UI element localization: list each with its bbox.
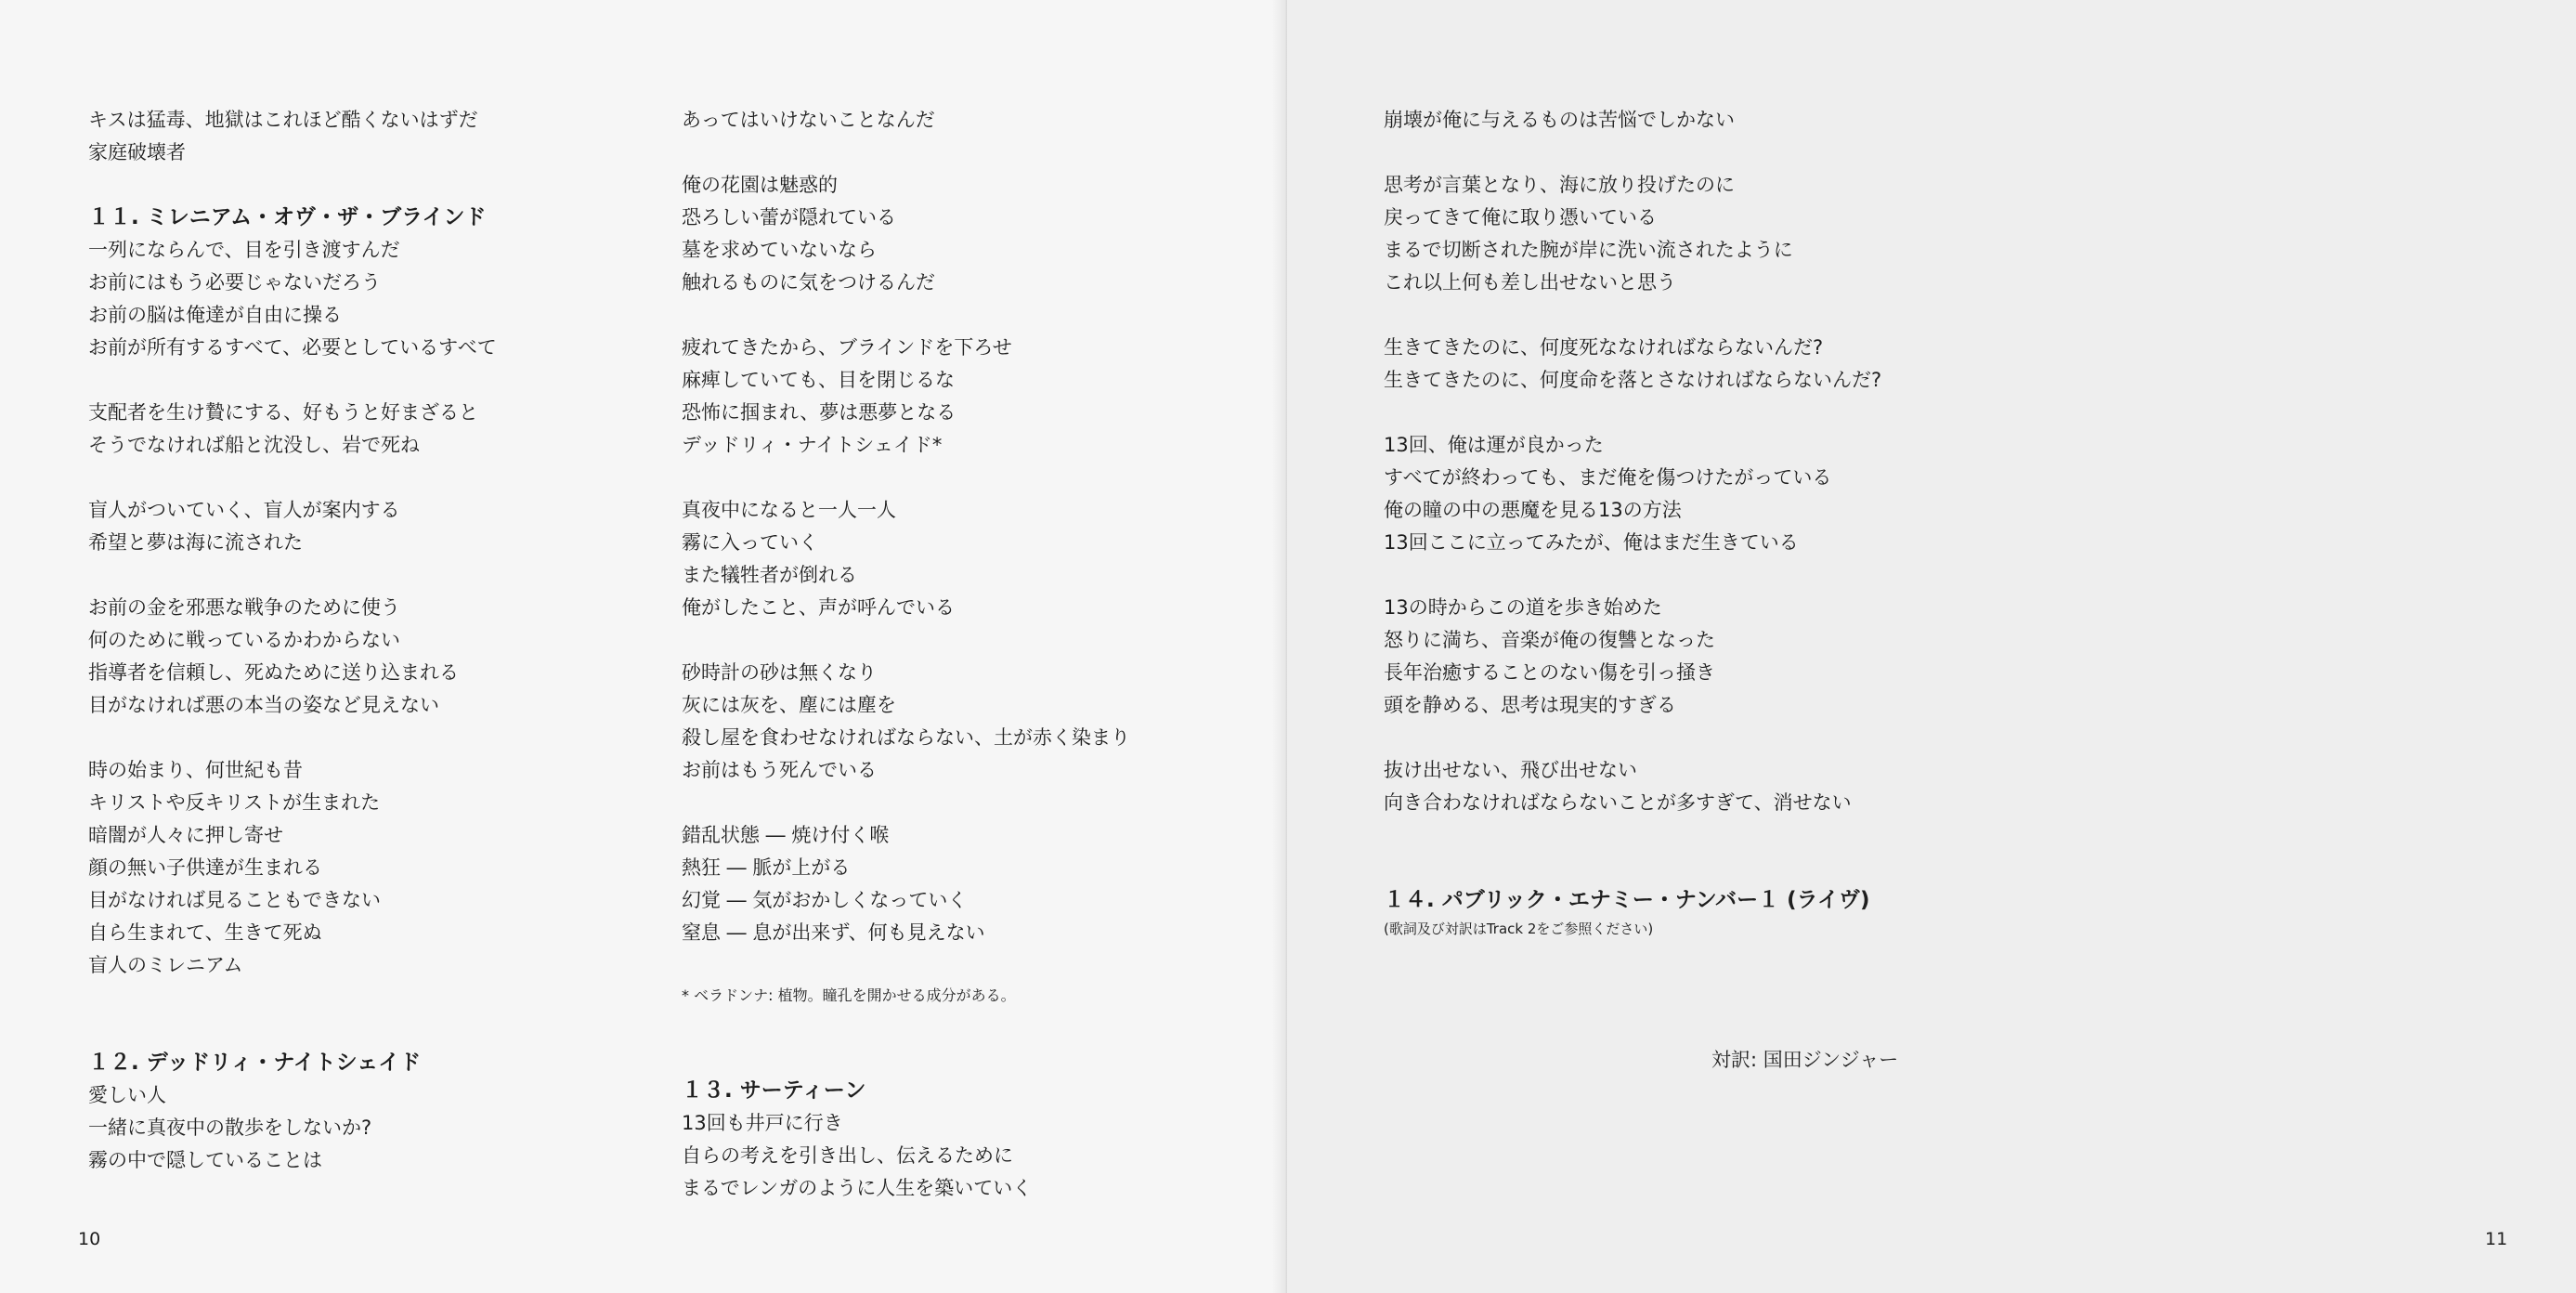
lyric-line: 砂時計の砂は無くなり	[682, 661, 877, 684]
lyric-line: お前にはもう必要じゃないだろう	[88, 271, 381, 294]
lyric-line: まるで切断された腕が岸に洗い流されたように	[1384, 239, 1793, 261]
lyric-line: 錯乱状態 ― 焼け付く喉	[682, 824, 890, 846]
lyrics-column-3	[1384, 104, 1881, 941]
lyric-line: お前の脳は俺達が自由に操る	[88, 304, 342, 326]
stanza-gap	[682, 299, 1130, 332]
lyric-line: そうでなければ船と沈没し、岩で死ね	[88, 434, 420, 456]
lyrics-column-1	[88, 104, 497, 1177]
lyric-line: デッドリィ・ナイトシェイド*	[682, 434, 943, 456]
stanza-gap	[88, 1014, 497, 1047]
lyric-line: 盲人のミレニアム	[88, 954, 243, 976]
page-number-left: 10	[78, 1229, 101, 1249]
lyric-line: 霧に入っていく	[682, 531, 818, 554]
lyric-line: 顔の無い子供達が生まれる	[88, 856, 322, 879]
lyrics-column-2	[682, 104, 1130, 1205]
track-heading: １３. サーティーン	[682, 1078, 866, 1103]
lyric-line: 一列にならんで、目を引き渡すんだ	[88, 239, 400, 261]
stanza-gap	[682, 1010, 1130, 1042]
lyric-line: 支配者を生け贄にする、好もうと好まざると	[88, 401, 478, 424]
lyric-line: 時の始まり、何世紀も昔	[88, 759, 303, 781]
lyric-line: 殺し屋を食わせなければならない、土が赤く染まり	[682, 726, 1130, 749]
stanza-gap	[682, 949, 1130, 982]
track-heading: １１. ミレニアム・オヴ・ザ・ブラインド	[88, 205, 487, 229]
stanza-gap	[88, 364, 497, 397]
lyric-line: 何のために戦っているかわからない	[88, 629, 400, 651]
lyric-line: 家庭破壊者	[88, 141, 186, 163]
page-number-right: 11	[2485, 1229, 2508, 1249]
lyric-line: まるでレンガのように人生を築いていく	[682, 1177, 1033, 1199]
lyric-line: 麻痺していても、目を閉じるな	[682, 369, 955, 391]
lyric-line: 墓を求めていないなら	[682, 239, 877, 261]
lyric-line: 灰には灰を、塵には塵を	[682, 694, 896, 716]
track-heading: １２. デッドリィ・ナイトシェイド	[88, 1051, 422, 1075]
stanza-gap	[1384, 299, 1881, 332]
lyric-line: 俺の瞳の中の悪魔を見る13の方法	[1384, 499, 1682, 521]
lyric-line: お前はもう死んでいる	[682, 759, 877, 781]
lyric-line: キスは猛毒、地獄はこれほど酷くないはずだ	[88, 109, 478, 131]
lyric-line: 俺の花園は魅惑的	[682, 174, 838, 196]
lyric-line: 向き合わなければならないことが多すぎて、消せない	[1384, 791, 1852, 814]
stanza-gap	[88, 462, 497, 494]
stanza-gap	[682, 1042, 1130, 1075]
lyric-line: 長年治癒することのない傷を引っ掻き	[1384, 661, 1715, 684]
lyric-line: お前が所有するすべて、必要としているすべて	[88, 336, 497, 359]
translator-credit: 対訳: 国田ジンジャー	[1711, 1049, 1899, 1071]
stanza-gap	[682, 462, 1130, 494]
stanza-gap	[88, 722, 497, 754]
lyric-line: 生きてきたのに、何度命を落とさなければならないんだ?	[1384, 369, 1882, 391]
stanza-gap	[88, 559, 497, 592]
lyric-line: 熱狂 ― 脈が上がる	[682, 856, 851, 879]
stanza-gap	[1384, 559, 1881, 592]
reference-note: (歌詞及び対訳はTrack 2をご参照ください)	[1384, 921, 1654, 937]
stanza-gap	[682, 137, 1130, 169]
lyric-line: 真夜中になると一人一人	[682, 499, 896, 521]
lyric-line: 窒息 ― 息が出来ず、何も見えない	[682, 921, 985, 944]
lyric-line: 暗闇が人々に押し寄せ	[88, 824, 283, 846]
lyric-line: これ以上何も差し出せないと思う	[1384, 271, 1676, 294]
lyric-line: 自らの考えを引き出し、伝えるために	[682, 1144, 1013, 1167]
lyric-line: 思考が言葉となり、海に放り投げたのに	[1384, 174, 1735, 196]
lyric-line: 13回ここに立ってみたが、俺はまだ生きている	[1384, 531, 1799, 554]
stanza-gap	[88, 169, 497, 202]
lyric-line: 恐ろしい蕾が隠れている	[682, 206, 896, 229]
lyric-line: 戻ってきて俺に取り憑いている	[1384, 206, 1657, 229]
lyric-line: 13回、俺は運が良かった	[1384, 434, 1604, 456]
footnote: * ベラドンナ: 植物。瞳孔を開かせる成分がある。	[682, 986, 1016, 1004]
lyric-line: 盲人がついていく、盲人が案内する	[88, 499, 400, 521]
lyric-line: 一緒に真夜中の散歩をしないか?	[88, 1117, 372, 1139]
track-heading: １４. パブリック・エナミー・ナンバー１ (ライヴ)	[1384, 888, 1870, 912]
lyric-line: 恐怖に掴まれ、夢は悪夢となる	[682, 401, 956, 424]
lyric-line: 怒りに満ち、音楽が俺の復讐となった	[1384, 629, 1715, 651]
lyric-line: 目がなければ見ることもできない	[88, 889, 381, 911]
lyric-line: 疲れてきたから、ブラインドを下ろせ	[682, 336, 1012, 359]
lyric-line: 崩壊が俺に与えるものは苦悩でしかない	[1384, 109, 1735, 131]
lyric-line: 愛しい人	[88, 1084, 166, 1106]
stanza-gap	[1384, 722, 1881, 754]
stanza-gap	[682, 624, 1130, 657]
stanza-gap	[1384, 397, 1881, 429]
lyric-line: すべてが終わっても、まだ俺を傷つけたがっている	[1384, 466, 1832, 489]
lyric-line: 頭を静める、思考は現実的すぎる	[1384, 694, 1676, 716]
right-page	[1287, 0, 2576, 1293]
lyric-line: 俺がしたこと、声が呼んでいる	[682, 596, 955, 619]
stanza-gap	[682, 787, 1130, 819]
lyric-line: 13の時からこの道を歩き始めた	[1384, 596, 1662, 619]
lyric-line: 生きてきたのに、何度死ななければならないんだ?	[1384, 336, 1824, 359]
stanza-gap	[1384, 852, 1881, 884]
stanza-gap	[1384, 137, 1881, 169]
lyric-line: 目がなければ悪の本当の姿など見えない	[88, 694, 439, 716]
stanza-gap	[1384, 819, 1881, 852]
lyric-line: 指導者を信頼し、死ぬために送り込まれる	[88, 661, 459, 684]
lyric-line: 希望と夢は海に流された	[88, 531, 303, 554]
lyric-line: お前の金を邪悪な戦争のために使う	[88, 596, 400, 619]
lyric-line: 幻覚 ― 気がおかしくなっていく	[682, 889, 968, 911]
lyric-line: 触れるものに気をつけるんだ	[682, 271, 935, 294]
lyric-line: 抜け出せない、飛び出せない	[1384, 759, 1637, 781]
lyric-line: キリストや反キリストが生まれた	[88, 791, 381, 814]
lyric-line: あってはいけないことなんだ	[682, 109, 935, 131]
left-page	[0, 0, 1287, 1293]
lyric-line: 自ら生まれて、生きて死ぬ	[88, 921, 322, 944]
lyric-line: 13回も井戸に行き	[682, 1112, 843, 1134]
lyric-line: 霧の中で隠していることは	[88, 1149, 322, 1171]
stanza-gap	[88, 982, 497, 1014]
lyric-line: また犠牲者が倒れる	[682, 564, 857, 586]
